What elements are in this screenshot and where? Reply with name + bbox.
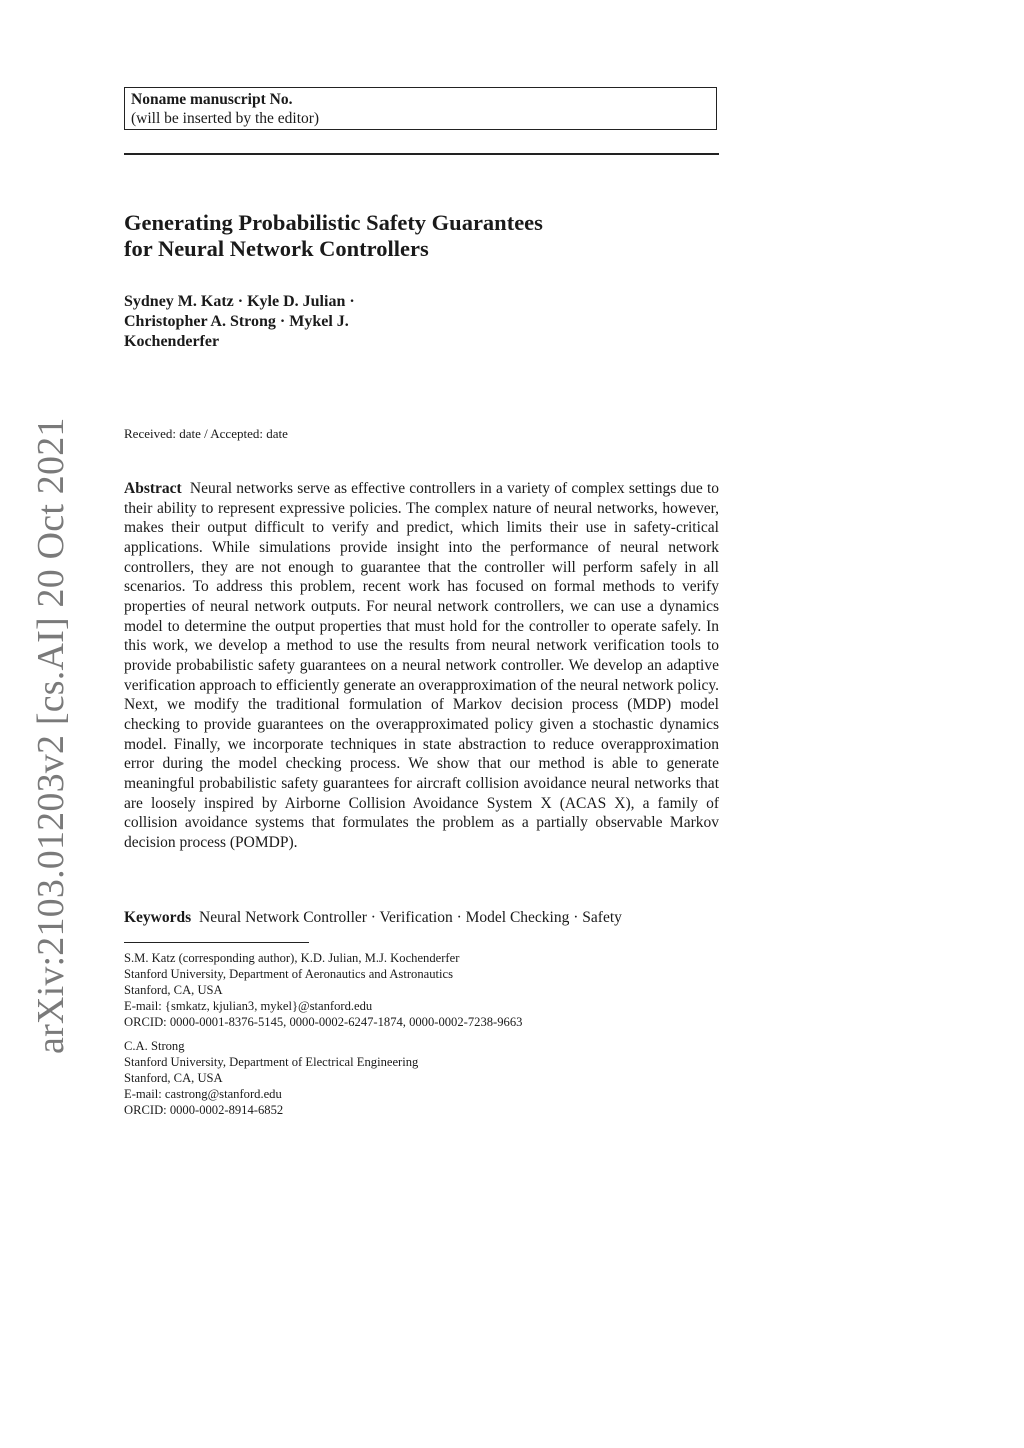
authors-line-1: Sydney M. Katz · Kyle D. Julian · xyxy=(124,293,355,310)
manuscript-box xyxy=(124,87,717,130)
authors-line-2: Christopher A. Strong · Mykel J. xyxy=(124,313,349,330)
authors-line-3: Kochenderfer xyxy=(124,333,220,350)
manuscript-subtitle: (will be inserted by the editor) xyxy=(131,110,320,127)
abstract-text: Neural networks serve as effective controllers in a variety of complex settings due to their ability to represent expressive policies. The complex nature of neural networks, however, makes their output difficult to verify and predict, which limits their use in safety-critical applications. While simulations provide insight into the performance of neural network controllers, they are not enough to guarantee that the controller will perform safely in all scenarios. To address this problem, recent work has focused on formal methods to verify properties of neural network outputs. For neural network controllers, we can use a dynamics model to determine the output properties that must hold for the controller to operate safely. In this work, we develop a method to use the results from neural network verification tools to provide probabilistic safety guarantees on a neural network controller. We develop an adaptive verification approach to efficiently generate an overapproximation of the neural network policy. Next, we modify the traditional formulation of Markov decision process (MDP) model checking to provide guarantees on the overapproximated policy given a stochastic dynamics model. Finally, we incorporate techniques in state abstraction to reduce overapproximation error during the model checking process. We show that our method is able to generate meaningful probabilistic safety guarantees for aircraft collision avoidance neural networks that are loosely inspired by Airborne Collision Avoidance System X (ACAS X), a family of collision avoidance systems that formulates the problem as a partially observable Markov decision process (POMDP). xyxy=(124,480,720,851)
affiliation-names: S.M. Katz (corresponding author), K.D. Julian, M.J. Kochenderfer xyxy=(124,951,460,965)
affiliation-email: E-mail: {smkatz, kjulian3, mykel}@stanford.edu xyxy=(124,999,373,1013)
affiliation-block-2 xyxy=(124,1038,724,1118)
affiliation-orcid: ORCID: 0000-0001-8376-5145, 0000-0002-6247-1874, 0000-0002-7238-9663 xyxy=(124,1015,523,1029)
header-rule xyxy=(124,153,719,155)
abstract xyxy=(124,479,719,852)
affiliation-names: C.A. Strong xyxy=(124,1039,185,1053)
keywords xyxy=(124,908,724,928)
manuscript-title: Noname manuscript No. xyxy=(131,91,293,108)
affiliation-location: Stanford, CA, USA xyxy=(124,983,223,997)
author-list xyxy=(124,292,544,352)
affiliation-location: Stanford, CA, USA xyxy=(124,1071,223,1085)
received-accepted-dates: Received: date / Accepted: date xyxy=(124,426,288,441)
paper-title xyxy=(124,210,724,262)
paper-title-line-1: Generating Probabilistic Safety Guarantees xyxy=(124,210,543,235)
abstract-label: Abstract xyxy=(124,480,182,497)
affiliation-institution: Stanford University, Department of Electrical Engineering xyxy=(124,1055,419,1069)
affiliation-block-1 xyxy=(124,950,724,1030)
affiliation-institution: Stanford University, Department of Aeronautics and Astronautics xyxy=(124,967,453,981)
arxiv-identifier-stamp: arXiv:2103.01203v2 [cs.AI] 20 Oct 2021 xyxy=(30,417,72,1054)
footnote-rule xyxy=(124,942,309,943)
keywords-text: Neural Network Controller · Verification · Model Checking · Safety xyxy=(199,909,622,926)
paper-title-line-2: for Neural Network Controllers xyxy=(124,236,429,261)
keywords-label: Keywords xyxy=(124,909,192,926)
affiliation-orcid: ORCID: 0000-0002-8914-6852 xyxy=(124,1103,284,1117)
affiliation-email: E-mail: castrong@stanford.edu xyxy=(124,1087,282,1101)
